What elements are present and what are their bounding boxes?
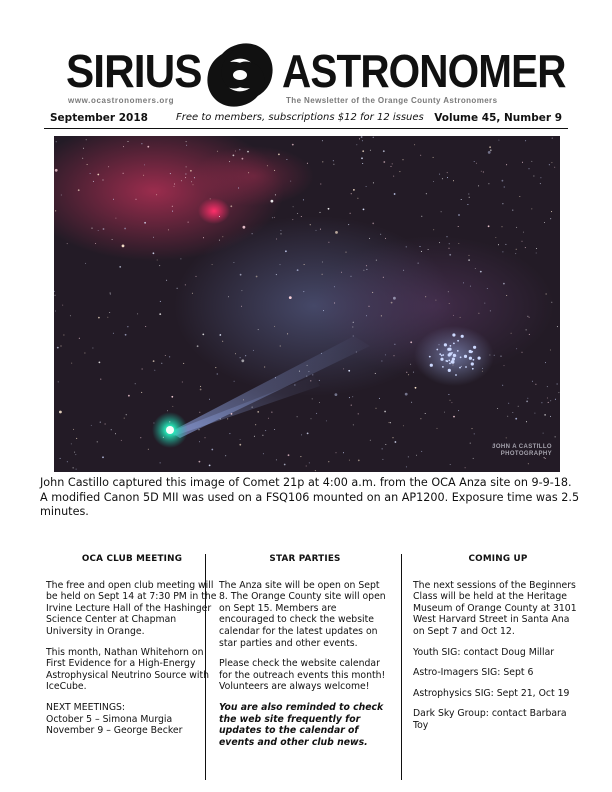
coming-up-heading: COMING UP [468, 554, 528, 564]
photographer-watermark [492, 444, 552, 458]
club-meeting-speaker: This month, Nathan Whitehorn on First Evidence for a High-Energy Astrophysical Neutrino Source with IceCube. [46, 646, 209, 693]
issue-date: September 2018 [50, 112, 148, 124]
dark-sky-group: Dark Sky Group: contact Barbara Toy [413, 708, 567, 731]
website-reminder: You are also reminded to check the web site frequently for updates to the calendar of events and other club news. [219, 701, 384, 748]
coming-up-column [413, 554, 583, 741]
site-url[interactable]: www.ocastronomers.org [68, 96, 175, 105]
outreach-note: Please check the website calendar for the outreach events this month! Volunteers are always welcome! [219, 658, 386, 693]
next-meeting-item: November 9 – George Becker [46, 725, 183, 737]
watermark-name: JOHN A CASTILLO [492, 443, 552, 450]
club-meeting-heading: OCA CLUB MEETING [81, 554, 183, 564]
club-meeting-column [46, 554, 218, 737]
comet-photo [54, 136, 560, 472]
club-meeting-details: The free and open club meeting will be held on Sept 14 at 7:30 PM in the Irvine Lecture Hall of the Hashinger Science Center at Chapman University in Orange. [46, 579, 217, 637]
star-parties-column [219, 554, 391, 757]
column-divider [401, 554, 402, 780]
watermark-sub: PHOTOGRAPHY [500, 450, 552, 457]
title-sirius: SIRIUS [66, 45, 202, 97]
galaxy-swirl-icon [200, 38, 280, 112]
next-meetings-label: NEXT MEETINGS: [46, 701, 126, 713]
newsletter-tagline: The Newsletter of the Orange County Astronomers [286, 96, 498, 105]
next-meeting-item: October 5 – Simona Murgia [46, 713, 173, 725]
title-astronomer: ASTRONOMER [282, 45, 566, 97]
issue-bar [44, 110, 568, 129]
photo-caption: John Castillo captured this image of Comet 21p at 4:00 a.m. from the OCA Anza site on 9-9-18. A modified Canon 5D MII was used on a FSQ106 mounted on an AP1200. Exposure time was 2.5 minutes. [40, 476, 580, 518]
volume-number: Volume 45, Number 9 [434, 112, 562, 124]
star-parties-heading: STAR PARTIES [269, 554, 341, 564]
masthead [0, 36, 612, 116]
beginners-class: The next sessions of the Beginners Class will be held at the Heritage Museum of Orange County at 3101 West Harvard Street in Santa Ana on Sept 7 and Oct 12. [413, 579, 577, 637]
youth-sig: Youth SIG: contact Doug Millar [413, 646, 555, 658]
star-parties-schedule: The Anza site will be open on Sept 8. The Orange County site will open on Sept 15. Members are encouraged to check the website calendar for the latest updates on star parties and other events. [219, 579, 386, 649]
astro-imagers-sig: Astro-Imagers SIG: Sept 6 [413, 667, 534, 679]
comet-image [54, 136, 560, 472]
subscription-note: Free to members, subscriptions $12 for 12 issues [176, 112, 424, 123]
astrophysics-sig: Astrophysics SIG: Sept 21, Oct 19 [413, 687, 570, 699]
